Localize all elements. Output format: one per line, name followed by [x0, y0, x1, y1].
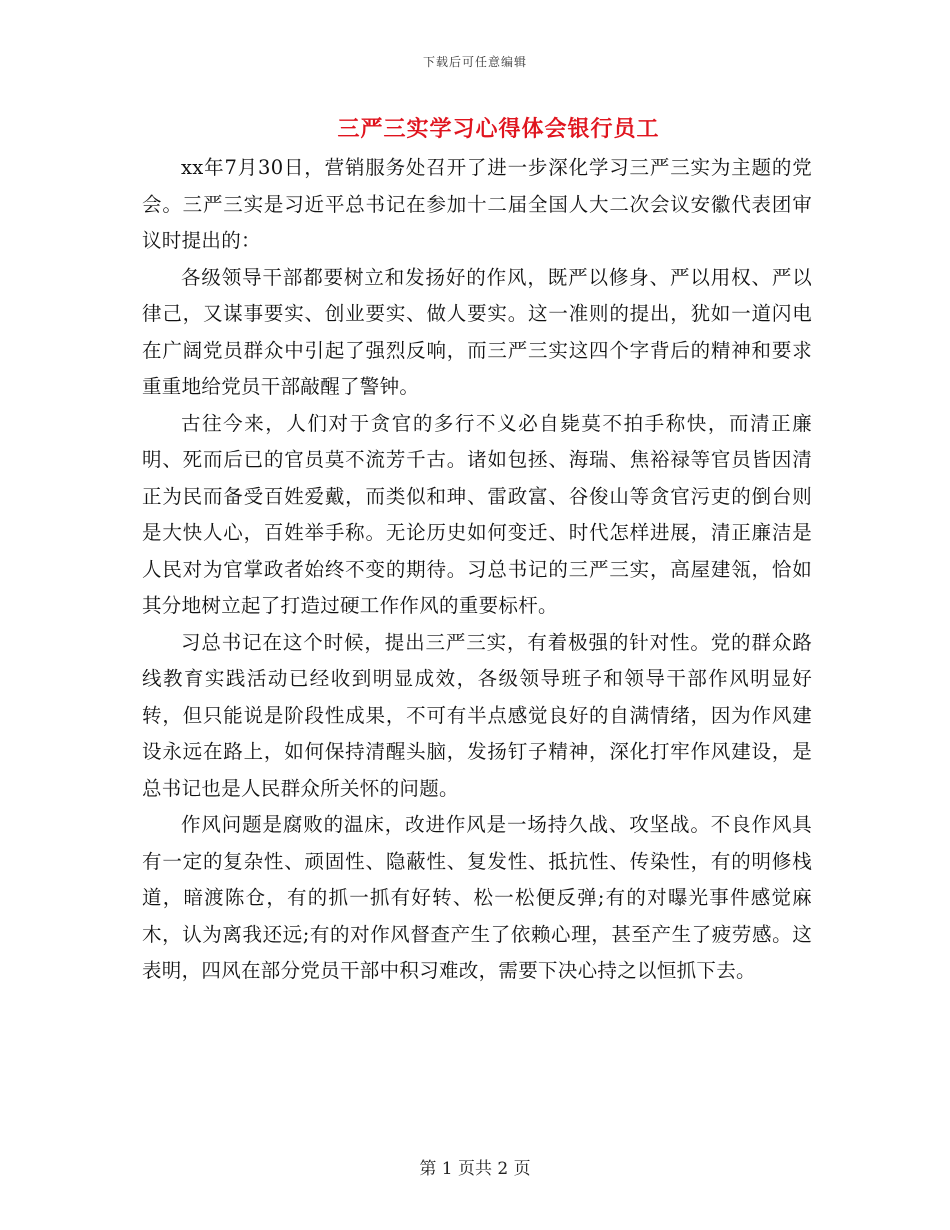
paragraph-5: 作风问题是腐败的温床，改进作风是一场持久战、攻坚战。不良作风具有一定的复杂性、顽固性、隐蔽性、复发性、抵抗性、传染性，有的明修栈道，暗渡陈仓，有的抓一抓有好转、松一松便反弹;有的对曝光事件感觉麻木，认为离我还远;有的对作风督查产生了依赖心理，甚至产生了疲劳感。这表明，四风在部分党员干部中积习难改，需要下决心持之以恒抓下去。: [142, 813, 812, 982]
paragraph-1: xx年7月30日，营销服务处召开了进一步深化学习三严三实为主题的党会。三严三实是习近平总书记在参加十二届全国人大二次会议安徽代表团审议时提出的：: [142, 156, 812, 252]
paragraph-4: 习总书记在这个时候，提出三严三实，有着极强的针对性。党的群众路线教育实践活动已经收到明显成效，各级领导班子和领导干部作风明显好转，但只能说是阶段性成果，不可有半点感觉良好的自满情绪，因为作风建设永远在路上，如何保持清醒头脑，发扬钉子精神，深化打牢作风建设，是总书记也是人民群众所关怀的问题。: [142, 630, 812, 800]
document-title: 三严三实学习心得体会银行员工: [337, 116, 660, 142]
paragraph-2: 各级领导干部都要树立和发扬好的作风，既严以修身、严以用权、严以律己，又谋事要实、创业要实、做人要实。这一准则的提出，犹如一道闪电在广阔党员群众中引起了强烈反响，而三严三实这四个字背后的精神和要求重重地给党员干部敲醒了警钟。: [142, 265, 812, 398]
document-body: [142, 150, 812, 990]
header-note: 下载后可任意编辑: [422, 55, 527, 69]
paragraph-3: 古往今来，人们对于贪官的多行不义必自毙莫不拍手称快，而清正廉明、死而后已的官员莫不流芳千古。诸如包拯、海瑞、焦裕禄等官员皆因清正为民而备受百姓爱戴，而类似和珅、雷政富、谷俊山等贪官污吏的倒台则是大快人心，百姓举手称。无论历史如何变迁、时代怎样进展，清正廉洁是人民对为官掌政者始终不变的期待。习总书记的三严三实，高屋建瓴，恰如其分地树立起了打造过硬工作作风的重要标杆。: [142, 411, 812, 617]
page-indicator: 第 1 页共 2 页: [419, 1159, 531, 1179]
